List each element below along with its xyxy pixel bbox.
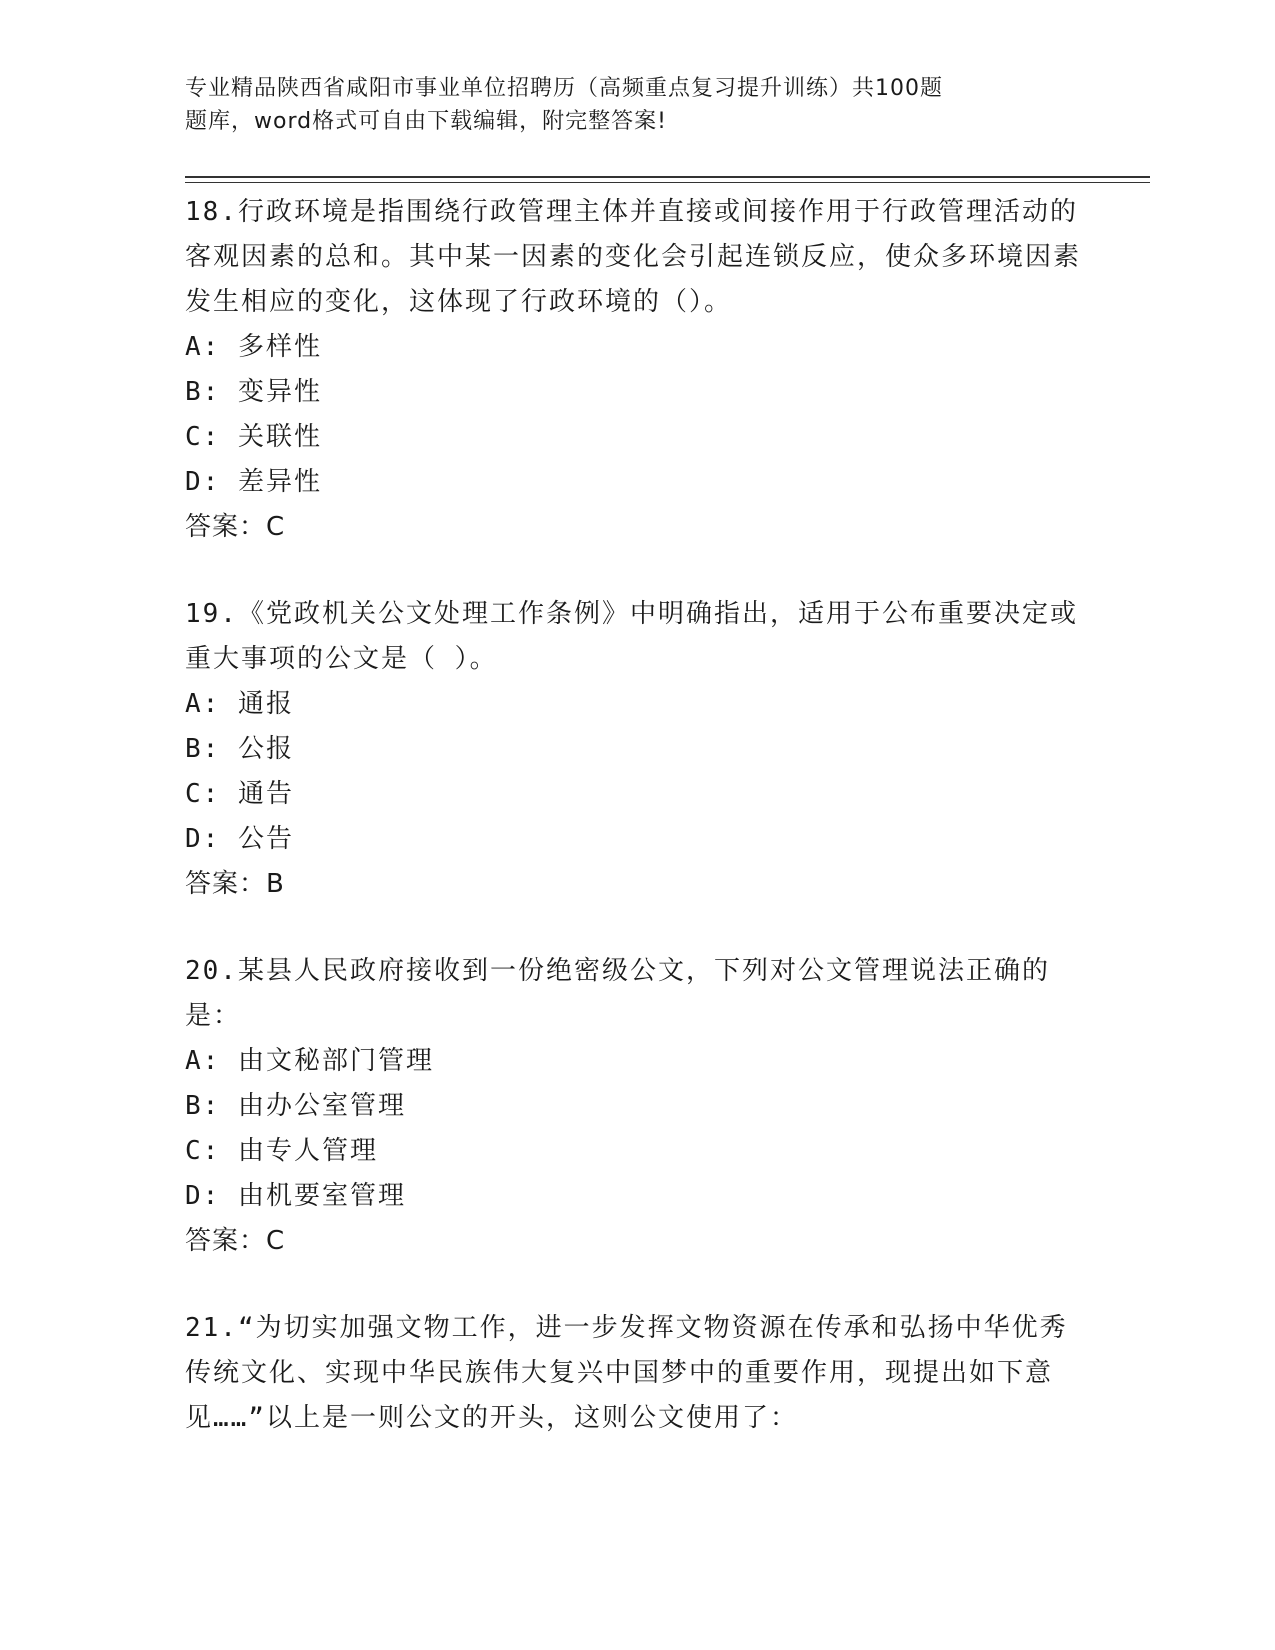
question-stem: 19.《党政机关公文处理工作条例》中明确指出，适用于公布重要决定或重大事项的公文是（ ）。 xyxy=(185,599,1078,674)
option-b: B: 公报 xyxy=(185,734,294,764)
question-stem: 20.某县人民政府接收到一份绝密级公文，下列对公文管理说法正确的是： xyxy=(185,956,1050,1031)
header-line-2: 题库，word格式可自由下载编辑，附完整答案! xyxy=(185,109,667,134)
option-a: A: 通报 xyxy=(185,689,294,719)
answer-line: 答案：C xyxy=(185,1226,286,1256)
question-stem: 18.行政环境是指围绕行政管理主体并直接或间接作用于行政管理活动的客观因素的总和。其中某一因素的变化会引起连锁反应，使众多环境因素发生相应的变化，这体现了行政环境的（）。 xyxy=(185,197,1082,317)
option-d: D: 差异性 xyxy=(185,467,322,497)
answer-line: 答案：B xyxy=(185,869,285,899)
question-21 xyxy=(185,1306,1085,1441)
option-c: C: 由专人管理 xyxy=(185,1136,378,1166)
header-rule-thin xyxy=(185,182,1150,183)
question-20 xyxy=(185,949,1085,1264)
question-19 xyxy=(185,592,1085,907)
header-line-1: 专业精品陕西省咸阳市事业单位招聘历（高频重点复习提升训练）共100题 xyxy=(185,76,943,101)
option-c: C: 关联性 xyxy=(185,422,322,452)
option-a: A: 多样性 xyxy=(185,332,322,362)
option-b: B: 变异性 xyxy=(185,377,322,407)
header-rule-thick xyxy=(185,176,1150,178)
question-18 xyxy=(185,190,1085,550)
question-stem: 21.“为切实加强文物工作，进一步发挥文物资源在传承和弘扬中华优秀传统文化、实现中华民族伟大复兴中国梦中的重要作用，现提出如下意见……”以上是一则公文的开头，这则公文使用了： xyxy=(185,1313,1068,1433)
answer-line: 答案：C xyxy=(185,512,286,542)
option-b: B: 由办公室管理 xyxy=(185,1091,406,1121)
option-d: D: 公告 xyxy=(185,824,294,854)
option-a: A: 由文秘部门管理 xyxy=(185,1046,434,1076)
document-header xyxy=(185,72,1065,138)
option-d: D: 由机要室管理 xyxy=(185,1181,406,1211)
question-list xyxy=(185,190,1085,1483)
option-c: C: 通告 xyxy=(185,779,294,809)
